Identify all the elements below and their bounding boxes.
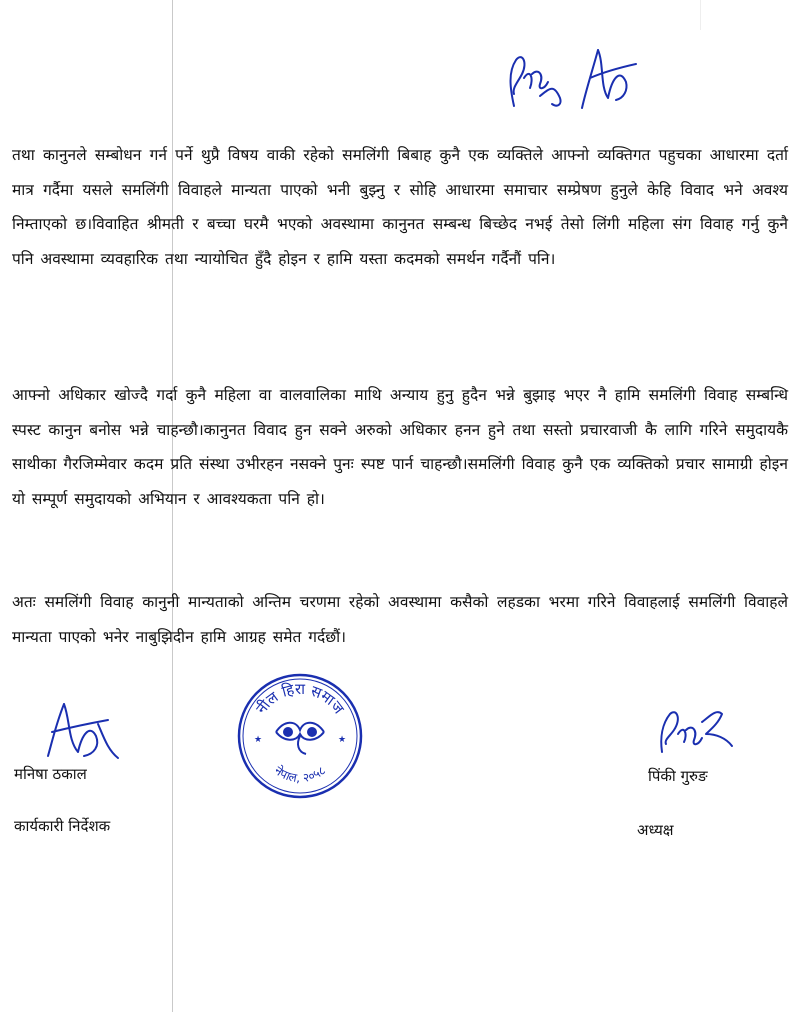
signatory-left-name: मनिषा ठकाल: [14, 765, 87, 783]
svg-text:★: ★: [337, 735, 347, 745]
paragraph-2: आफ्नो अधिकार खोज्दै गर्दा कुनै महिला वा वालवालिका माथि अन्याय हुनु हुदैन भन्ने बुझाइ भएर नै हामि समलिंगी विवाह सम्बन्धि स्पस्ट कानुन बनोस भन्ने चाहन्छौ।कानुनत विवाद हुन सक्ने अरुको अधिकार हनन हुने तथा सस्तो प्रचारवाजी कै लागि गरिने समुदायकै साथीका गैरजिम्मेवार कदम प्रति संस्था उभीरहन नसक्ने पुनः स्पष्ट पार्न चाहन्छौ।समलिंगी विवाह कुनै एक व्यक्तिको प्रचार सामाग्री होइन यो सम्पूर्ण समुदायको अभियान र आवश्यकता पनि हो।: [12, 386, 788, 508]
svg-text:नेपाल, २०५८: [272, 763, 328, 785]
svg-text:★: ★: [253, 735, 263, 745]
organization-seal: [236, 672, 364, 800]
signatory-right-name: पिंकी गुरुङ: [648, 767, 708, 785]
signatory-right-title: अध्यक्ष: [637, 821, 674, 839]
top-signatures: [500, 38, 650, 118]
signature-right: [652, 700, 742, 760]
seal-eyes-icon: [276, 723, 324, 754]
signature-left: [38, 698, 128, 768]
paragraph-1: तथा कानुनले सम्बोधन गर्न पर्ने थुप्रै विषय वाकी रहेको समलिंगी बिबाह कुनै एक व्यक्तिले आफ्नो व्यक्तिगत पहुचका आधारमा दर्ता मात्र गर्दैमा यसले समलिंगी विवाहले मान्यता पाएको भनी बुझ्नु र सोहि आधारमा समाचार सम्प्रेषण हुनुले केहि विवाद भने अवश्य निम्ताएको छ।विवाहित श्रीमती र बच्चा घरमै भएको अवस्थामा कानुनत सम्बन्ध बिच्छेद नभई तेसो लिंगी महिला संग विवाह गर्नु कुनै पनि अवस्थामा व्यवहारिक तथा न्यायोचित हुँदै होइन र हामि यस्ता कदमको समर्थन गर्दैनौं पनि।: [12, 146, 788, 268]
scan-edge-mark: [700, 0, 800, 30]
seal-org-name: नील हिरा समाज: [252, 679, 348, 718]
seal-location-year: नेपाल, २०५८: [271, 763, 329, 786]
paragraph-3: अतः समलिंगी विवाह कानुनी मान्यताको अन्तिम चरणमा रहेको अवस्थामा कसैको लहडका भरमा गरिने विवाहलाई समलिंगी विवाहले मान्यता पाएको भनेर नाबुझिदीन हामि आग्रह समेत गर्दछौं।: [12, 593, 788, 646]
signatory-left-title: कार्यकारी निर्देशक: [14, 817, 111, 835]
